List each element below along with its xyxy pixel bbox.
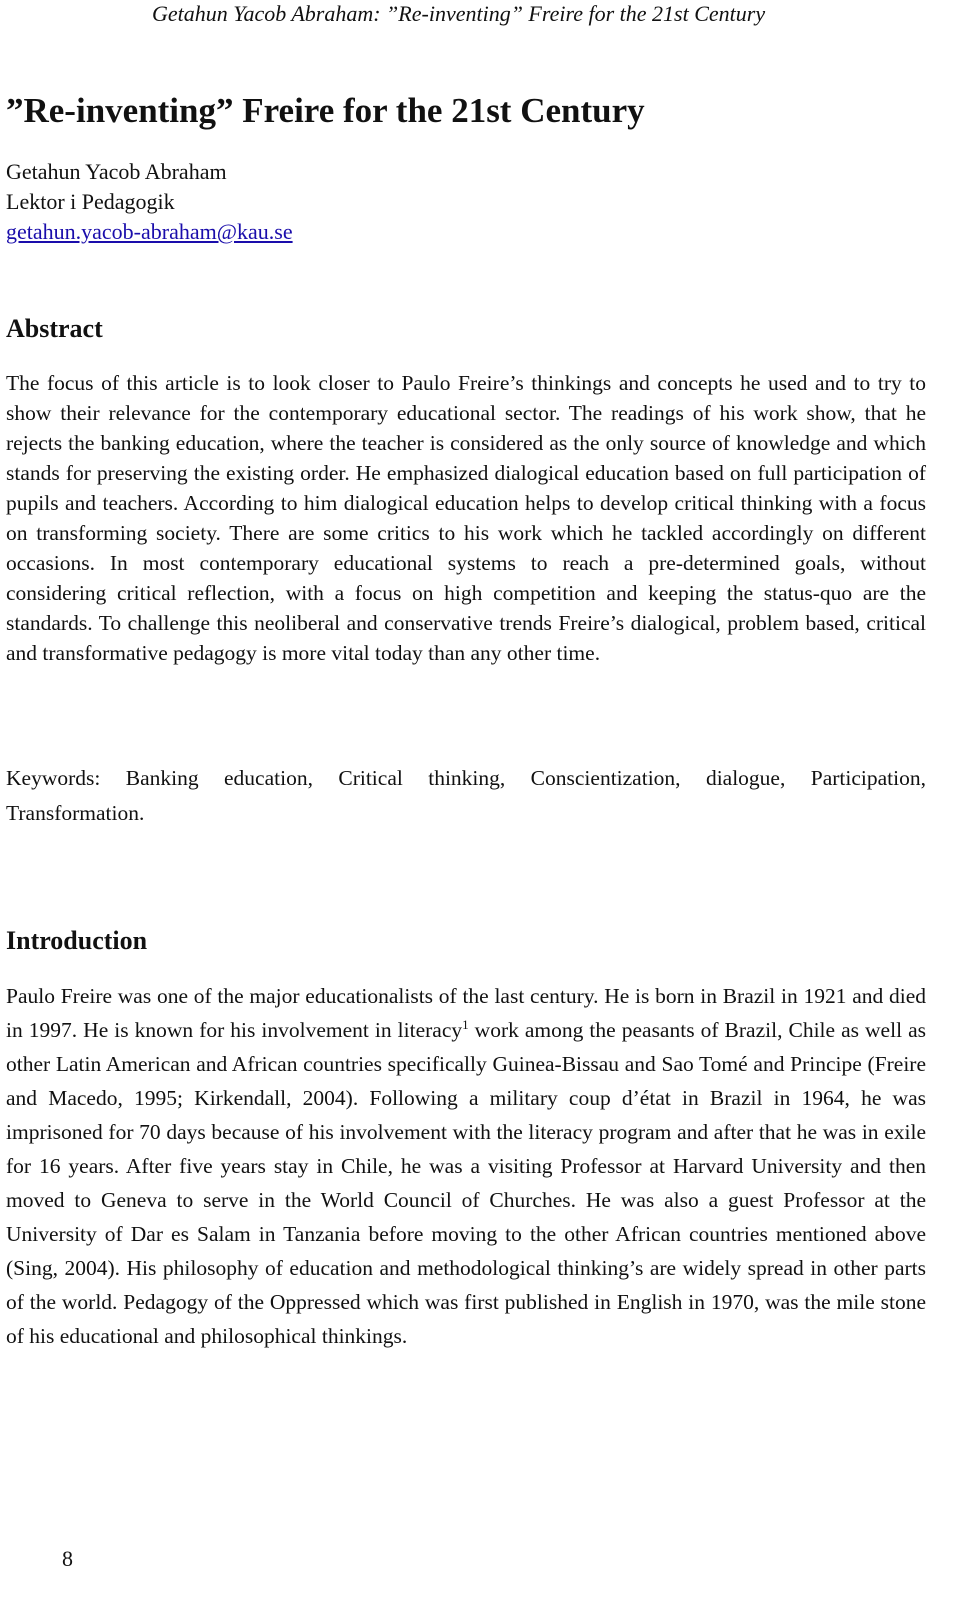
introduction-text-part2: work among the peasants of Brazil, Chile as well as other Latin American and African countries specifically Guinea-Bissau and Sao Tomé and Principe (Freire and Macedo, 1995; Kirkendall, 2004). Following a military coup d’état in Brazil in 1964, he was imprisoned for 70 days because of his involvement with the literacy program and after that he was in exile for 16 years. After five years stay in Chile, he was a visiting Professor at Harvard University and then moved to Geneva to serve in the World Council of Churches. He was also a guest Professor at the University of Dar es Salam in Tanzania before moving to the other African countries mentioned above (Sing, 2004). His philosophy of education and methodological thinking’s are widely spread in other parts of the world. Pedagogy of the Oppressed which was first published in English in 1970, was the mile stone of his educational and philosophical thinkings.: [6, 1018, 926, 1348]
author-block: [6, 157, 293, 247]
abstract-heading: Abstract: [6, 314, 103, 343]
introduction-heading: Introduction: [6, 926, 148, 955]
keywords-paragraph: Keywords: Banking education, Critical thinking, Conscientization, dialogue, Participation, Transformation.: [6, 766, 926, 825]
introduction-paragraph: [6, 979, 926, 1353]
introduction-text-part1: Paulo Freire was one of the major educationalists of the last century. He is born in Brazil in 1921 and died in 1997. He is known for his involvement in literacy: [6, 984, 926, 1042]
author-email-link[interactable]: getahun.yacob-abraham@kau.se: [6, 219, 293, 244]
author-position: Lektor i Pedagogik: [6, 189, 175, 214]
running-header: Getahun Yacob Abraham: ”Re-inventing” Freire for the 21st Century: [152, 1, 766, 26]
article-title: ”Re-inventing” Freire for the 21st Century: [6, 91, 645, 130]
page-number: 8: [62, 1546, 73, 1571]
abstract-paragraph: The focus of this article is to look closer to Paulo Freire’s thinkings and concepts he used and to try to show their relevance for the contemporary educational sector. The readings of his work show, that he rejects the banking education, where the teacher is considered as the only source of knowledge and which stands for preserving the existing order. He emphasized dialogical education based on full participation of pupils and teachers. According to him dialogical education helps to develop critical thinking with a focus on transforming society. There are some critics to his work which he tackled accordingly on different occasions. In most contemporary educational systems to reach a pre-determined goals, without considering critical reflection, with a focus on high competition and keeping the status-quo are the standards. To challenge this neoliberal and conservative trends Freire’s dialogical, problem based, critical and transformative pedagogy is more vital today than any other time.: [6, 371, 926, 665]
footnote-marker[interactable]: 1: [462, 1016, 469, 1032]
author-name: Getahun Yacob Abraham: [6, 159, 227, 184]
